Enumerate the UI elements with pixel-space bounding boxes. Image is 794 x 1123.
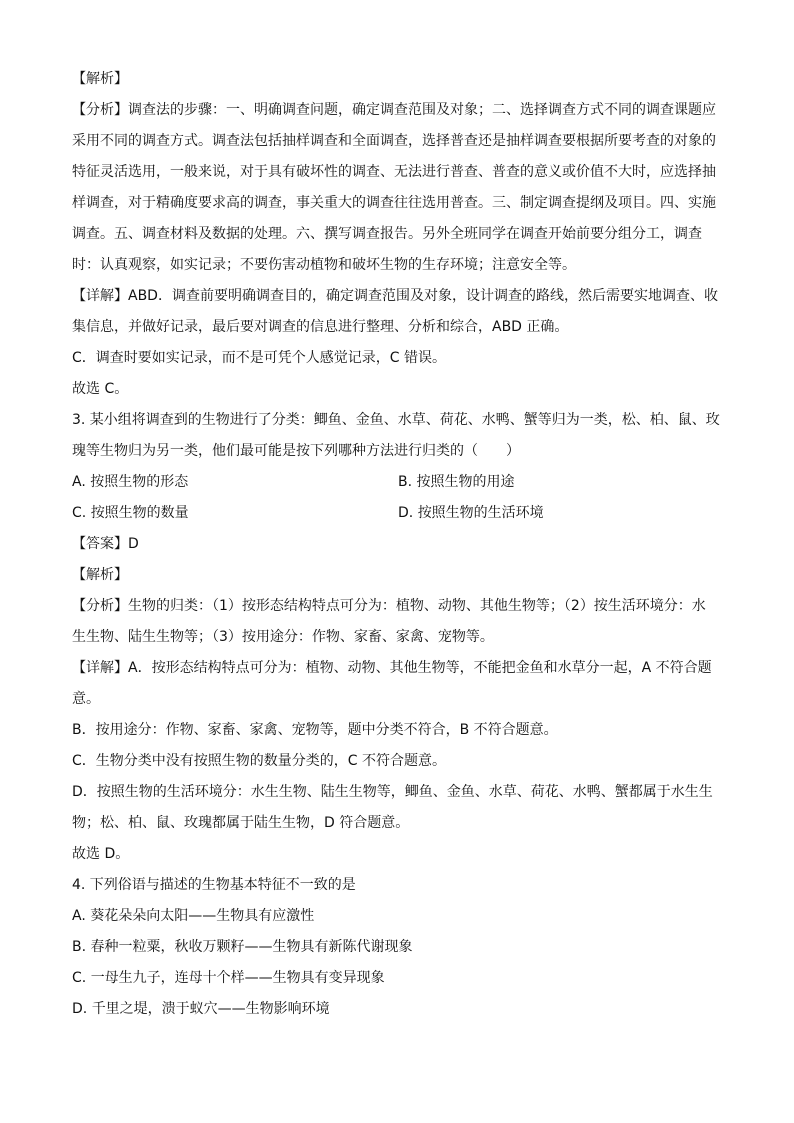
answer-value: D (128, 536, 139, 552)
fenxi-text: 调查法的步骤：一、明确调查问题，确定调查范围及对象；二、选择调查方式不同的调查课题应 (128, 102, 716, 118)
fenxi-text: 样调查，对于精确度要求高的调查，事关重大的调查往往选用普查。三、制定调查提纲及项目。四、实施 (72, 195, 716, 211)
xiangjie-line (72, 777, 724, 808)
option-letter: C. (72, 970, 87, 986)
option-text: 按照生物的用途 (416, 474, 515, 490)
xiangjie-text: 物；松、柏、鼠、玫瑰都属于陆生生物，D 符合题意。 (72, 815, 410, 831)
xiangjie-text: 意。 (72, 691, 100, 707)
jiexi-label: 【解析】 (72, 71, 128, 87)
xiangjie-label: 【详解】 (72, 288, 128, 304)
question-3-stem (72, 405, 724, 436)
fenxi-line (72, 188, 724, 219)
fenxi-text: 采用不同的调查方式。调查法包括抽样调查和全面调查，选择普查还是抽样调查要根据所要考查的对象的 (72, 133, 716, 149)
option-text: 按照生物的生活环境 (417, 505, 544, 521)
fenxi-text: 生物的归类：（1）按形态结构特点可分为：植物、动物、其他生物等；（2）按生活环境分：水 (128, 598, 706, 614)
option-letter: B. (398, 474, 413, 490)
xiangjie-label: 【详解】 (72, 660, 128, 676)
question-4-stem (72, 870, 724, 901)
question-text: 4. 下列俗语与描述的生物基本特征不一致的是 (72, 877, 356, 893)
question-3-options-row (72, 467, 724, 498)
option-letter: A. (72, 474, 86, 490)
option-b (398, 467, 724, 498)
fenxi-text: 调查。五、调查材料及数据的处理。六、撰写调查报告。另外全班同学在调查开始前要分组分工，调查 (72, 226, 702, 242)
fenxi-line (72, 157, 724, 188)
answer-label: 【答案】 (72, 536, 128, 552)
option-text: 春种一粒粟，秋收万颗籽——生物具有新陈代谢现象 (90, 939, 413, 955)
conclusion-text: 故选 C。 (72, 381, 129, 397)
option-letter: C. (72, 505, 87, 521)
option-letter: D. (398, 505, 414, 521)
fenxi-line (72, 219, 724, 250)
option-text: 千里之堤，溃于蚁穴——生物影响环境 (91, 1001, 330, 1017)
question-3-stem (72, 436, 724, 467)
xiangjie-line (72, 653, 724, 684)
option-a (72, 901, 724, 932)
fenxi-line (72, 622, 724, 653)
fenxi-text: 时：认真观察，如实记录；不要伤害动植物和破坏生物的生存环境；注意安全等。 (72, 257, 576, 273)
xiangjie-line (72, 281, 724, 312)
xiangjie-text: A．按形态结构特点可分为：植物、动物、其他生物等，不能把金鱼和水草分一起，A 不符合题 (128, 660, 712, 676)
xiangjie-text: C．生物分类中没有按照生物的数量分类的，C 不符合题意。 (72, 753, 446, 769)
xiangjie-text: B．按用途分：作物、家畜、家禽、宠物等，题中分类不符合，B 不符合题意。 (72, 722, 558, 738)
question-text: 瑰等生物归为另一类，他们最可能是按下列哪种方法进行归类的（ ） (72, 443, 520, 459)
fenxi-text: 生生物、陆生生物等；（3）按用途分：作物、家畜、家禽、宠物等。 (72, 629, 494, 645)
xiangjie-text: 集信息，并做好记录，最后要对调查的信息进行整理、分析和综合，ABD 正确。 (72, 319, 569, 335)
xiangjie-text: C．调查时要如实记录，而不是可凭个人感觉记录，C 错误。 (72, 350, 446, 366)
xiangjie-line (72, 808, 724, 839)
xiangjie-line (72, 746, 724, 777)
xiangjie-line (72, 684, 724, 715)
jiexi-heading (72, 560, 724, 591)
document-content (72, 64, 724, 1025)
conclusion-text: 故选 D。 (72, 846, 130, 862)
fenxi-line (72, 95, 724, 126)
xiangjie-line (72, 343, 724, 374)
fenxi-text: 特征灵活选用，一般来说，对于具有破坏性的调查、无法进行普查、普查的意义或价值不大时，应选择抽 (72, 164, 716, 180)
fenxi-line (72, 126, 724, 157)
option-a (72, 467, 398, 498)
question-3-options-row (72, 498, 724, 529)
option-c (72, 498, 398, 529)
option-text: 葵花朵朵向太阳——生物具有应激性 (90, 908, 315, 924)
xiangjie-line (72, 312, 724, 343)
conclusion-line (72, 839, 724, 870)
option-letter: B. (72, 939, 87, 955)
question-text: 3. 某小组将调查到的生物进行了分类：鲫鱼、金鱼、水草、荷花、水鸭、蟹等归为一类，松、柏、鼠、玫 (72, 412, 720, 428)
option-text: 按照生物的数量 (90, 505, 189, 521)
xiangjie-text: D．按照生物的生活环境分：水生生物、陆生生物等，鲫鱼、金鱼、水草、荷花、水鸭、蟹都属于水生生 (72, 784, 713, 800)
fenxi-label: 【分析】 (72, 598, 128, 614)
answer-line (72, 529, 724, 560)
option-c (72, 963, 724, 994)
fenxi-label: 【分析】 (72, 102, 128, 118)
jiexi-label: 【解析】 (72, 567, 128, 583)
option-d (398, 498, 724, 529)
option-b (72, 932, 724, 963)
jiexi-heading (72, 64, 724, 95)
fenxi-line (72, 250, 724, 281)
xiangjie-text: ABD．调查前要明确调查目的，确定调查范围及对象，设计调查的路线，然后需要实地调查、收 (128, 288, 718, 304)
option-text: 一母生九子，连母十个样——生物具有变异现象 (90, 970, 385, 986)
option-letter: D. (72, 1001, 88, 1017)
xiangjie-line (72, 715, 724, 746)
conclusion-line (72, 374, 724, 405)
option-letter: A. (72, 908, 86, 924)
fenxi-line (72, 591, 724, 622)
option-text: 按照生物的形态 (90, 474, 189, 490)
option-d (72, 994, 724, 1025)
